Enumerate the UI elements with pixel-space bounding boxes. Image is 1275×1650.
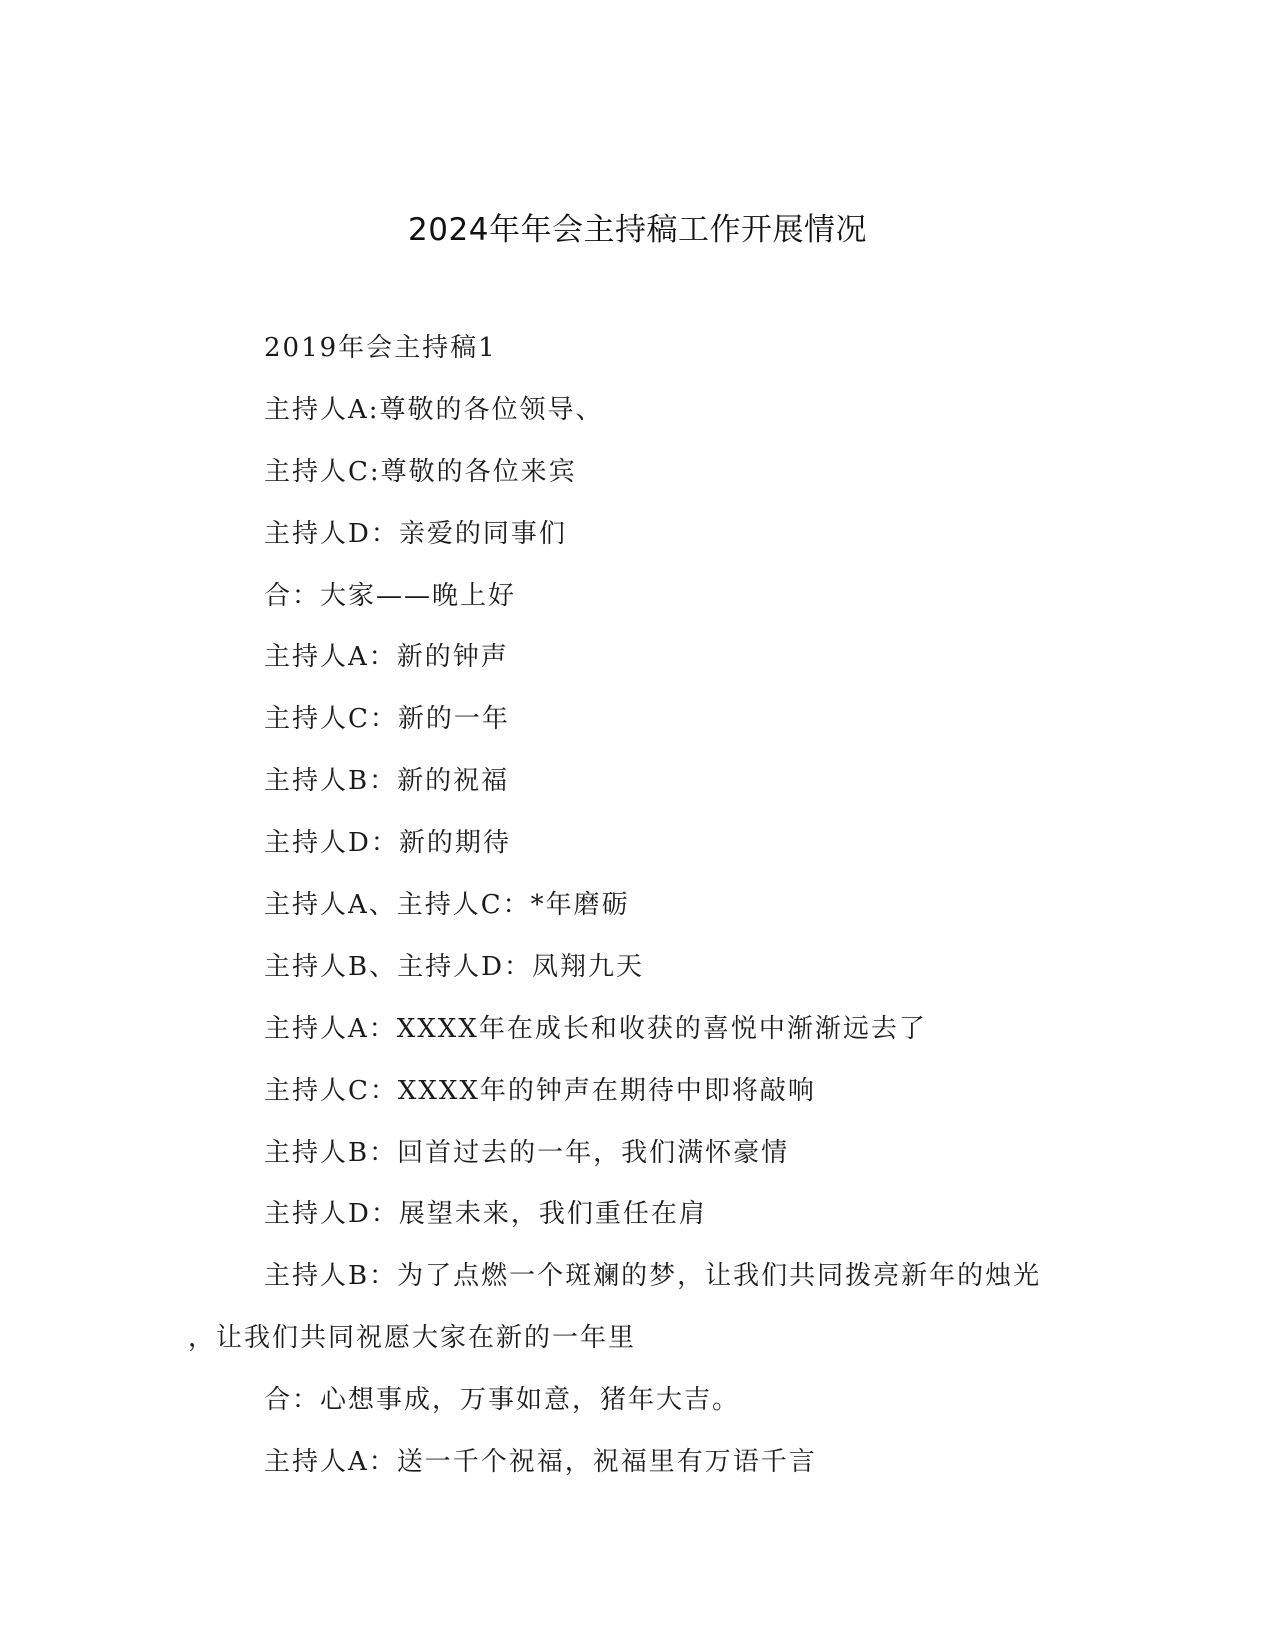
paragraph: 主持人C：XXXX年的钟声在期待中即将敲响 [264, 1075, 816, 1106]
paragraph: 合：大家——晚上好 [264, 580, 517, 611]
paragraph: 主持人C:尊敬的各位来宾 [264, 456, 577, 487]
paragraph: 主持人B：回首过去的一年，我们满怀豪情 [264, 1137, 790, 1168]
paragraph: 主持人C：新的一年 [264, 704, 510, 735]
paragraph: 主持人A：送一千个祝福，祝福里有万语千言 [264, 1447, 817, 1478]
paragraph-continuation: ，让我们共同祝愿大家在新的一年里 [188, 1323, 637, 1354]
paragraph: 主持人D：亲爱的同事们 [264, 518, 567, 549]
paragraph: 主持人D：展望未来，我们重任在肩 [264, 1199, 707, 1230]
paragraph: 主持人B、主持人D：凤翔九天 [264, 951, 644, 982]
document-title: 2024年年会主持稿工作开展情况 [408, 212, 867, 248]
paragraph: 合：心想事成，万事如意，猪年大吉。 [264, 1385, 741, 1416]
paragraph: 主持人A：新的钟声 [264, 642, 509, 673]
paragraph: 主持人A、主持人C：*年磨砺 [264, 890, 630, 921]
paragraph: 主持人D：新的期待 [264, 828, 511, 859]
paragraph: 主持人B：为了点燃一个斑斓的梦，让我们共同拨亮新年的烛光 [264, 1261, 1042, 1292]
paragraph: 主持人A：XXXX年在成长和收获的喜悦中渐渐远去了 [264, 1013, 927, 1044]
paragraph: 主持人B：新的祝福 [264, 766, 510, 797]
paragraph: 2019年会主持稿1 [264, 333, 497, 363]
document-body [188, 326, 1088, 1502]
paragraph: 主持人A:尊敬的各位领导、 [264, 394, 604, 425]
